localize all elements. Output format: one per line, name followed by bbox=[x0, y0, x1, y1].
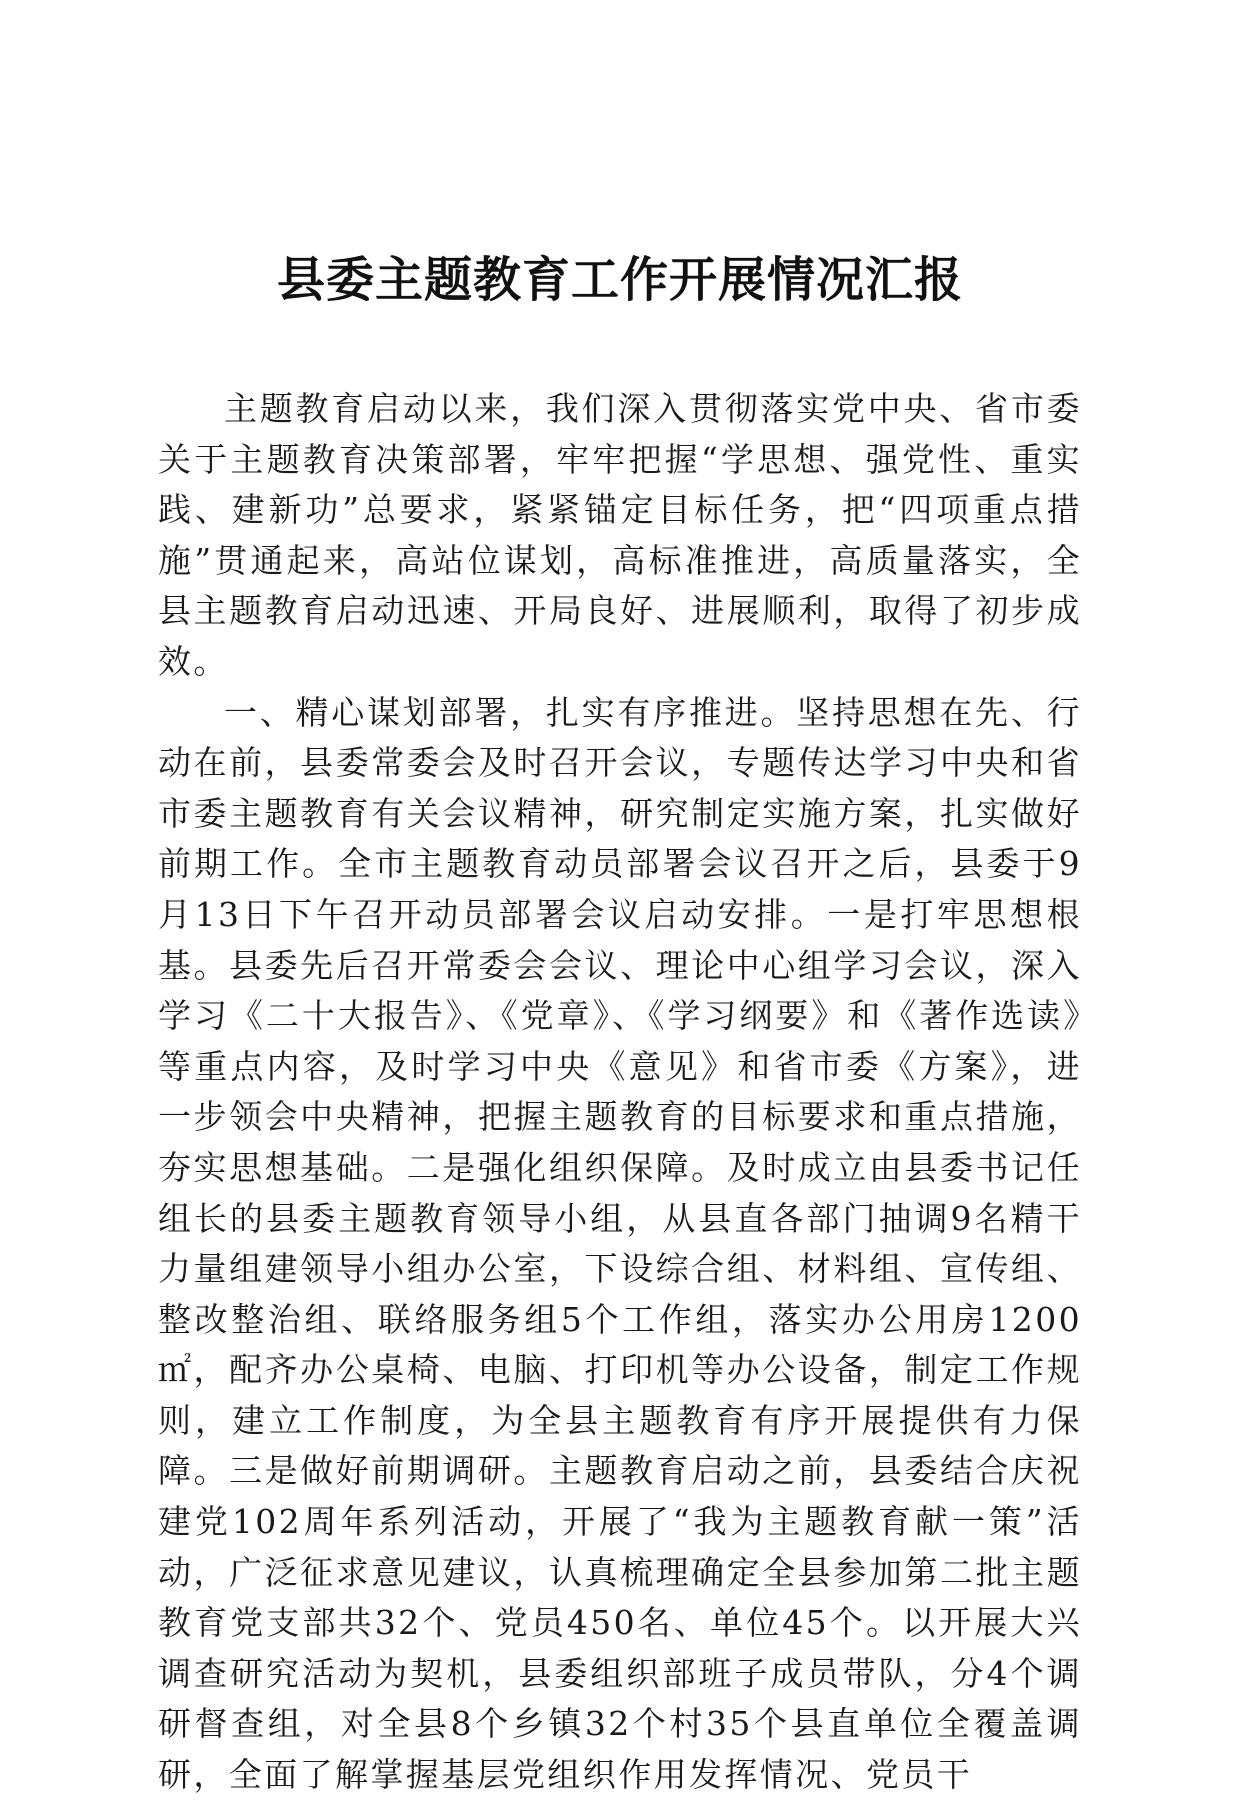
document-title: 县委主题教育工作开展情况汇报 bbox=[276, 252, 963, 308]
document-body bbox=[158, 384, 1082, 1801]
paragraph-section-one: 一、精心谋划部署，扎实有序推进。坚持思想在先、行动在前，县委常委会及时召开会议，专题传达学习中央和省市委主题教育有关会议精神，研究制定实施方案，扎实做好前期工作。全市主题教育动员部署会议召开之后，县委于9月13日下午召开动员部署会议启动安排。一是打牢思想根基。县委先后召开常委会会议、理论中心组学习会议，深入学习《二十大报告》、《党章》、《学习纲要》和《著作选读》等重点内容，及时学习中央《意见》和省市委《方案》，进一步领会中央精神，把握主题教育的目标要求和重点措施，夯实思想基础。二是强化组织保障。及时成立由县委书记任组长的县委主题教育领导小组，从县直各部门抽调9名精干力量组建领导小组办公室，下设综合组、材料组、宣传组、整改整治组、联络服务组5个工作组，落实办公用房1200㎡，配齐办公桌椅、电脑、打印机等办公设备，制定工作规则，建立工作制度，为全县主题教育有序开展提供有力保障。三是做好前期调研。主题教育启动之前，县委结合庆祝建党102周年系列活动，开展了“我为主题教育献一策”活动，广泛征求意见建议，认真梳理确定全县参加第二批主题教育党支部共32个、党员450名、单位45个。以开展大兴调查研究活动为契机，县委组织部班子成员带队，分4个调研督查组，对全县8个乡镇32个村35个县直单位全覆盖调研，全面了解掌握基层党组织作用发挥情况、党员干 bbox=[158, 692, 1082, 1795]
paragraph-intro: 主题教育启动以来，我们深入贯彻落实党中央、省市委关于主题教育决策部署，牢牢把握“学思想、强党性、重实践、建新功”总要求，紧紧锚定目标任务，把“四项重点措施”贯通起来，高站位谋划，高标准推进，高质量落实，全县主题教育启动迅速、开局良好、进展顺利，取得了初步成效。 bbox=[158, 389, 1082, 681]
